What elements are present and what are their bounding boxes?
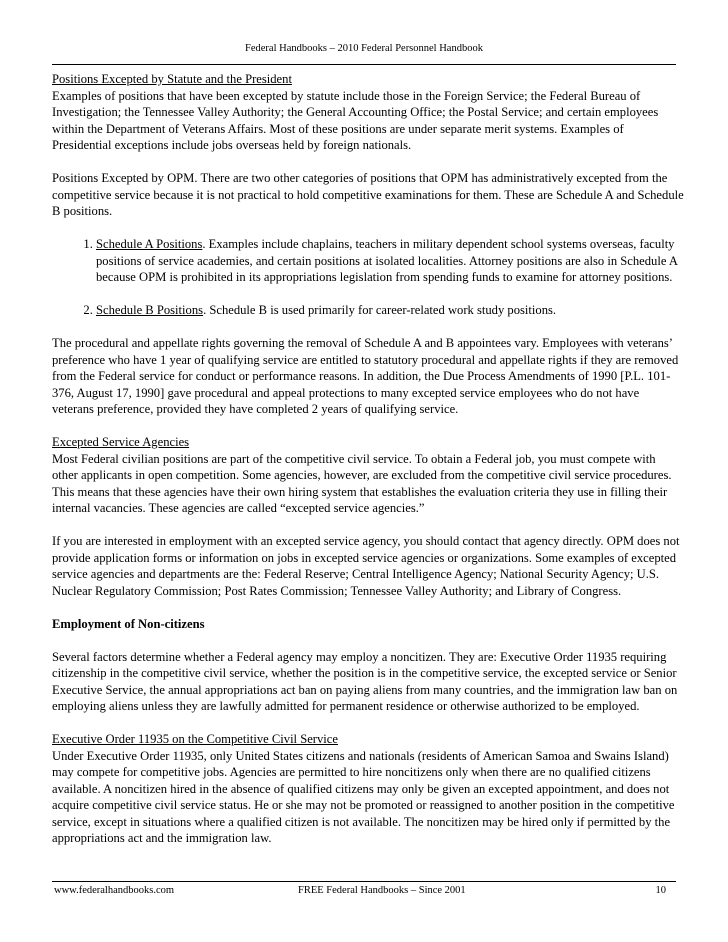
section-excepted-agencies <box>52 434 684 517</box>
list-text-schedule-a: . Examples include chaplains, teachers in military dependent school systems overseas, faculty positions of service academies, and certain positions at isolated localities. Attorney positions are also in Schedule A because OPM is prohibited in its appropriations legislation from spending funds to examine for attorney positions. <box>96 237 678 284</box>
paragraph-excepted-by-opm: Positions Excepted by OPM. There are two other categories of positions that OPM has administratively excepted from the competitive service because it is not practical to hold competitive examinations for them. These are Schedule A and Schedule B positions. <box>52 171 684 218</box>
list-term-schedule-a: Schedule A Positions <box>96 237 203 251</box>
paragraph-contact-agency: If you are interested in employment with an excepted service agency, you should contact that agency directly. OPM does not provide application forms or information on jobs in excepted service agencies or organizations. Some examples of excepted service agencies and departments are the: Federal Reserve; Central Intelligence Agency; National Security Agency; U.S. Nuclear Regulatory Commission; Post Rates Commission; Tennessee Valley Authority; and Library of Congress. <box>52 534 680 598</box>
list-text-schedule-b: . Schedule B is used primarily for career-related work study positions. <box>203 303 557 317</box>
section-heading-statute-president: Positions Excepted by Statute and the President <box>52 72 292 86</box>
list-term-schedule-b: Schedule B Positions <box>96 303 204 317</box>
section-text-statute-president: Examples of positions that have been excepted by statute include those in the Foreign Service; the Federal Bureau of Investigation; the Tennessee Valley Authority; the General Accounting Office; the Postal Service; and certain employees within the Department of Veterans Affairs. Most of these positions are under separate merit systems. Examples of Presidential exceptions include jobs overseas held by foreign nationals. <box>52 88 659 152</box>
page-content <box>52 71 684 863</box>
list-item-schedule-b <box>96 302 684 319</box>
section-executive-order <box>52 731 684 847</box>
footer-website: www.federalhandbooks.com <box>54 885 175 896</box>
paragraph-non-citizen-factors: Several factors determine whether a Federal agency may employ a noncitizen. They are: Executive Order 11935 requiring citizenship in the competitive civil service, whether the position is in the competitive service, the excepted service or Senior Executive Service, the annual appropriations act ban on paying aliens from many countries, and the immigration law ban on employing aliens unless they are lawfully admitted for permanent residence or otherwise authorized to be employed. <box>52 649 678 713</box>
footer-divider <box>52 881 676 882</box>
section-text-excepted-agencies: Most Federal civilian positions are part of the competitive civil service. To obtain a Federal job, you must compete with other applicants in open competition. Some agencies, however, are excluded from the competitive civil service procedures. This means that these agencies have their own hiring system that establishes the evaluation criteria they use in filling their internal vacancies. These agencies are called “excepted service agencies.” <box>52 451 672 515</box>
running-header: Federal Handbooks – 2010 Federal Personnel Handbook <box>245 43 483 54</box>
page-number: 10 <box>655 885 666 896</box>
section-text-executive-order: Under Executive Order 11935, only United States citizens and nationals (residents of American Samoa and Swains Island) may compete for competitive jobs. Agencies are permitted to hire noncitizens only when there are no qualified citizens available. A noncitizen hired in the absence of qualified citizens may only be given an excepted appointment, and does not acquire competitive civil service status. He or she may not be promoted or reassigned to another position in the competitive service, except in situations where a qualified citizen is not available. The noncitizen may be hired only if permitted by the appropriations act and the immigration law. <box>52 748 675 845</box>
footer-tagline: FREE Federal Handbooks – Since 2001 <box>298 885 466 896</box>
header-divider <box>52 64 676 65</box>
list-item-schedule-a <box>96 236 684 286</box>
section-heading-executive-order: Executive Order 11935 on the Competitive Civil Service <box>52 732 338 746</box>
section-heading-excepted-agencies: Excepted Service Agencies <box>52 435 190 449</box>
paragraph-appellate-rights: The procedural and appellate rights governing the removal of Schedule A and B appointees vary. Employees with veterans’ preference who have 1 year of qualifying service are entitled to statutory procedural and appellate rights if they are removed from the Federal service for conduct or performance reasons. In addition, the Due Process Amendments of 1990 [P.L. 101-376, August 17, 1990] gave procedural and appeal protections to many excepted service employees who do not have veterans preference, provided they have completed 2 years of qualifying service. <box>52 336 679 416</box>
schedule-list <box>52 236 684 319</box>
section-heading-non-citizens: Employment of Non-citizens <box>52 616 205 631</box>
section-statute-president <box>52 71 684 154</box>
